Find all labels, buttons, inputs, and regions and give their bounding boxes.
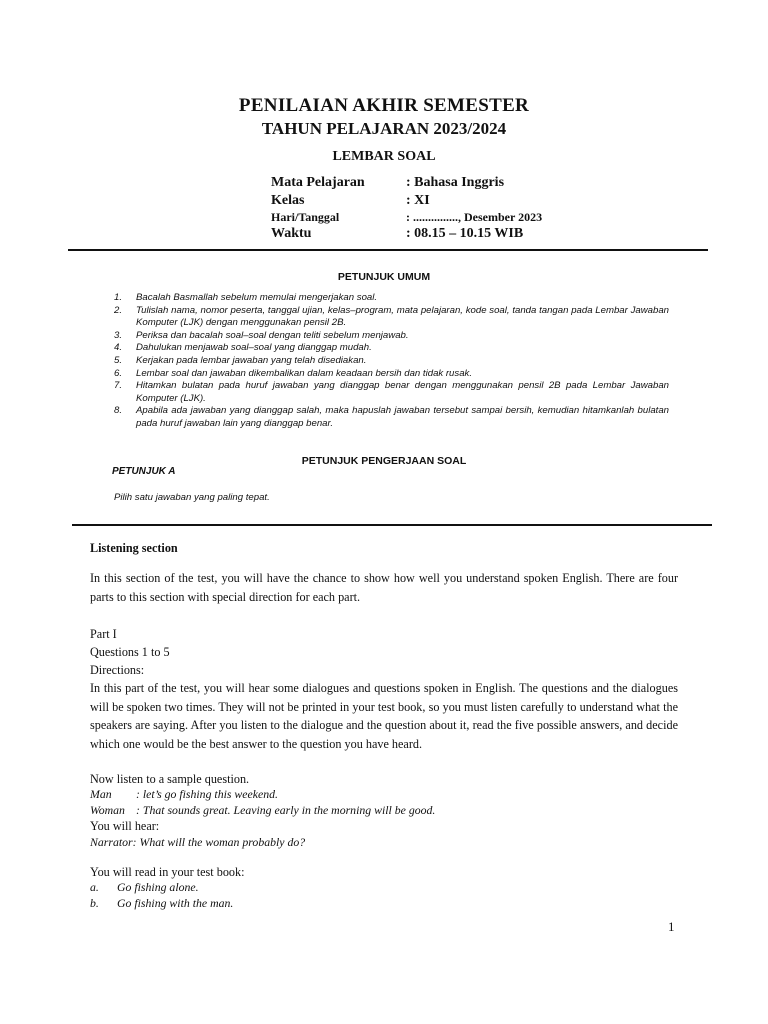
page-number: 1 bbox=[668, 919, 675, 934]
answer-option bbox=[90, 896, 233, 911]
list-item: 3. Periksa dan bacalah soal–soal dengan teliti sebelum menjawab. bbox=[114, 329, 409, 341]
info-value: : ..............., Desember 2023 bbox=[406, 210, 543, 224]
section-divider bbox=[72, 524, 712, 526]
speaker-name: Man bbox=[90, 787, 112, 801]
academic-year: TAHUN PELAJARAN 2023/2024 bbox=[261, 119, 507, 138]
work-instructions-heading: PETUNJUK PENGERJAAN SOAL bbox=[301, 455, 467, 467]
info-label: Waktu bbox=[271, 226, 312, 241]
petunjuk-a-label: PETUNJUK A bbox=[112, 466, 176, 477]
option-letter: a. bbox=[90, 880, 99, 894]
list-item: 8. Apabila ada jawaban yang dianggap salah, maka hapuslah jawaban tersebut sampai bersih, kemudian hitamkanlah bulatan pada huruf jawaban lain yang dianggap benar. bbox=[114, 405, 669, 429]
speaker-name: Woman bbox=[90, 803, 125, 817]
info-value: : 08.15 – 10.15 WIB bbox=[406, 226, 524, 241]
you-will-hear: You will hear: bbox=[90, 819, 160, 833]
part-label: Part I bbox=[90, 627, 117, 641]
general-instructions-list bbox=[114, 292, 669, 431]
you-will-read: You will read in your test book: bbox=[90, 865, 245, 879]
answer-option bbox=[90, 880, 199, 895]
listening-intro: In this section of the test, you will have the chance to show how well you understand spoken English. There are four parts to this section with special direction for each part. bbox=[90, 571, 678, 604]
info-value: : Bahasa Inggris bbox=[406, 175, 505, 190]
speaker-line: : let’s go fishing this weekend. bbox=[136, 787, 278, 801]
questions-range: Questions 1 to 5 bbox=[90, 645, 170, 659]
option-letter: b. bbox=[90, 896, 99, 910]
info-label: Hari/Tanggal bbox=[271, 210, 340, 224]
option-text: Go fishing with the man. bbox=[117, 896, 234, 910]
listening-heading: Listening section bbox=[90, 541, 178, 555]
dialogue-line bbox=[90, 803, 435, 818]
directions-label: Directions: bbox=[90, 663, 145, 677]
option-text: Go fishing alone. bbox=[117, 880, 199, 894]
list-item: 1. Bacalah Basmallah sebelum memulai mengerjakan soal. bbox=[114, 292, 378, 303]
info-label: Kelas bbox=[271, 193, 305, 208]
petunjuk-a-text: Pilih satu jawaban yang paling tepat. bbox=[114, 492, 270, 503]
speaker-line: : That sounds great. Leaving early in the morning will be good. bbox=[136, 803, 436, 817]
list-item: 6. Lembar soal dan jawaban dikembalikan dalam keadaan bersih dan tidak rusak. bbox=[114, 367, 472, 379]
narrator-question: Narrator: What will the woman probably do? bbox=[90, 835, 306, 849]
header-divider bbox=[68, 249, 708, 251]
list-item: 2. Tulislah nama, nomor peserta, tanggal ujian, kelas–program, mata pelajaran, kode soal, tanda tangan pada Lembar Jawaban Komputer (LJK) dengan menggunakan pensil 2B. bbox=[114, 304, 669, 329]
sample-intro: Now listen to a sample question. bbox=[90, 772, 250, 786]
sheet-label: LEMBAR SOAL bbox=[332, 149, 436, 164]
info-value: : XI bbox=[406, 193, 430, 208]
directions-text: In this part of the test, you will hear some dialogues and questions spoken in English. The questions and the dialogues will be spoken two times. They will not be printed in your test book, so you must listen carefully to understand what the speakers are saying. After you listen to the dialogue and the question about it, read the five possible answers, and decide which one would be the best answer to the question you have heard. bbox=[90, 681, 678, 751]
list-item: 7. Hitamkan bulatan pada huruf jawaban yang dianggap benar dengan menggunakan pensil 2B pada Lembar Jawaban Komputer (LJK). bbox=[114, 380, 669, 404]
info-label: Mata Pelajaran bbox=[271, 175, 365, 190]
general-instructions-heading: PETUNJUK UMUM bbox=[337, 271, 431, 283]
list-item: 5. Kerjakan pada lembar jawaban yang telah disediakan. bbox=[114, 354, 367, 366]
dialogue-line bbox=[90, 787, 278, 802]
list-item: 4. Dahulukan menjawab soal–soal yang dianggap mudah. bbox=[114, 342, 372, 354]
exam-title: PENILAIAN AKHIR SEMESTER bbox=[238, 95, 530, 116]
